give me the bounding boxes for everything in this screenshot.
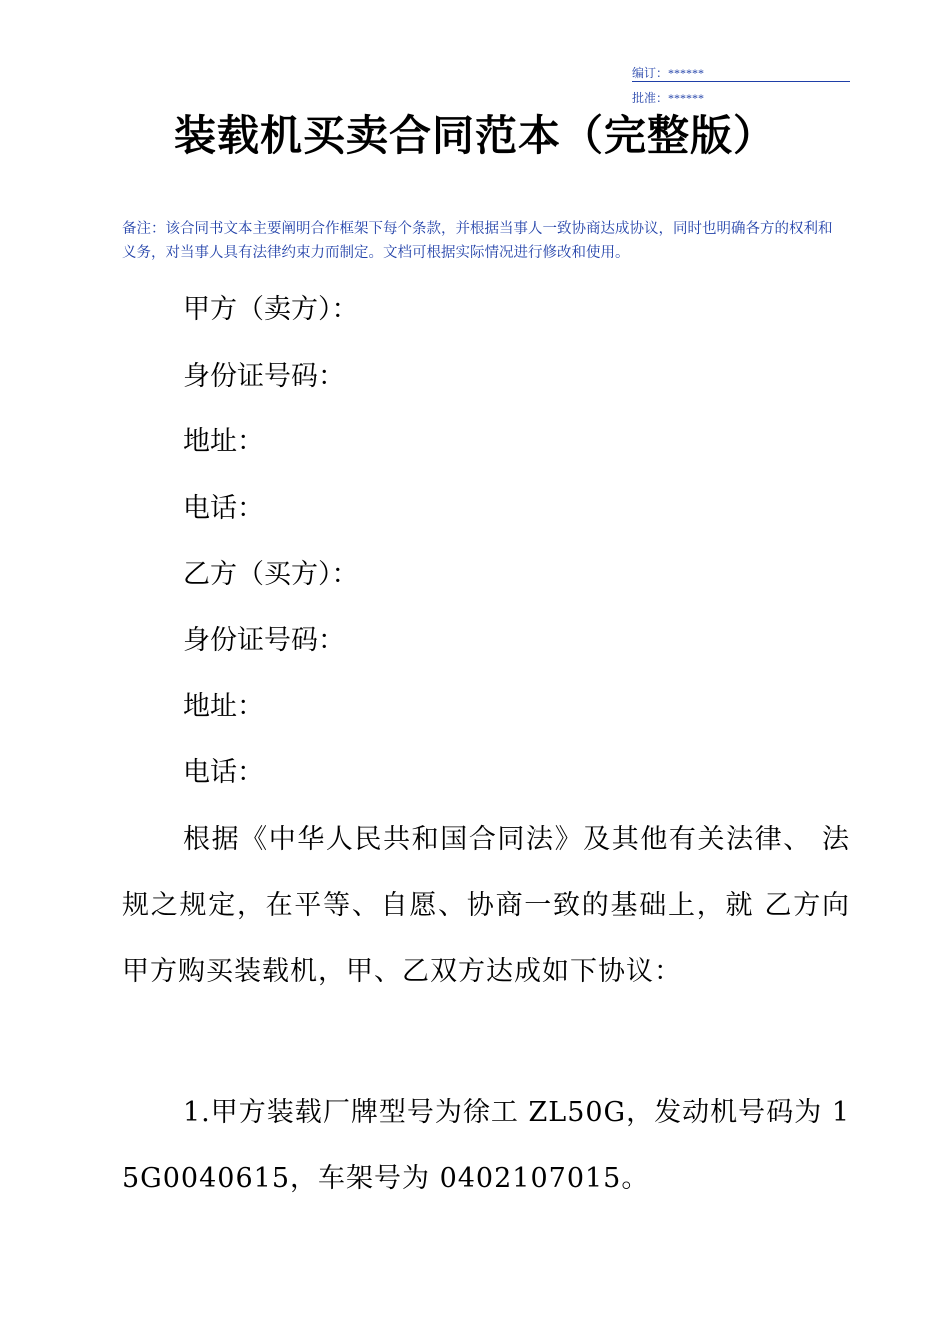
party-a-heading: 甲方（卖方）： (183, 294, 359, 325)
party-b-id-label: 身份证号码： (183, 625, 345, 656)
party-a-id-label: 身份证号码： (183, 361, 345, 392)
party-a-phone-label: 电话： (183, 493, 264, 524)
party-b-phone-label: 电话： (183, 757, 264, 788)
party-b-heading: 乙方（买方）： (183, 559, 359, 590)
clause-1-paragraph: 1.甲方装载厂牌型号为徐工 ZL50G，发动机号码为 15G0040615，车架号为 0402107015。 (122, 1097, 850, 1194)
party-a-address-label: 地址： (183, 426, 264, 457)
edit-label: 编订：****** (632, 66, 850, 82)
party-b-address-label: 地址： (183, 691, 264, 722)
document-title: 装载机买卖合同范本（完整版） (173, 111, 776, 160)
document-note: 备注：该合同书文本主要阐明合作框架下每个条款，并根据当事人一致协商达成协议，同时也明确各方的权利和义务，对当事人具有法律约束力而制定。文档可根据实际情况进行修改和使用。 (122, 221, 833, 261)
approve-label: 批准：****** (632, 91, 705, 105)
intro-paragraph: 根据《中华人民共和国合同法》及其他有关法律、 法规之规定，在平等、自愿、协商一致的基础上，就 乙方向甲方购买装载机，甲、乙双方达成如下协议： (122, 824, 850, 987)
